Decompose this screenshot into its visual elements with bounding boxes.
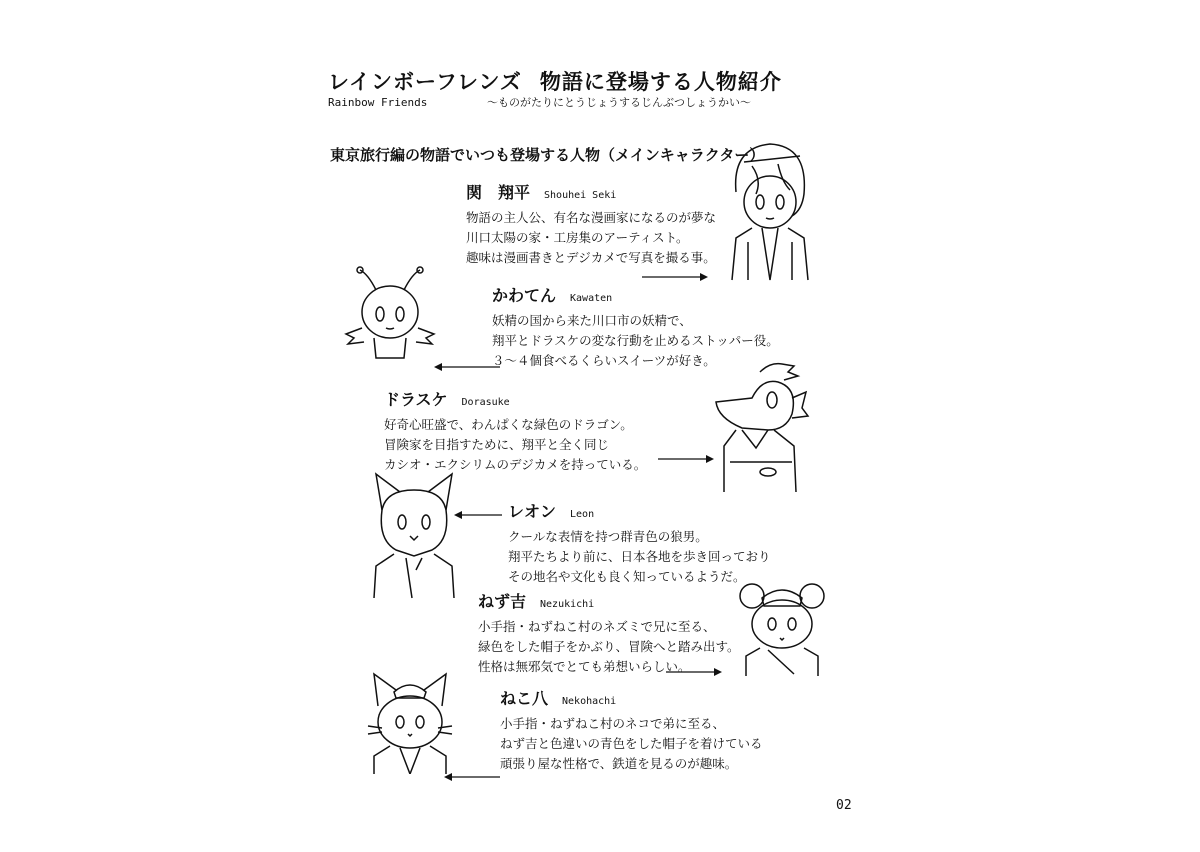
description-line: 冒険家を目指すために、翔平と全く同じ	[384, 437, 610, 452]
page-title	[328, 66, 782, 96]
character-entry-leon	[508, 499, 771, 587]
arrow-left-icon	[432, 360, 502, 374]
description-line: 好奇心旺盛で、わんぱくな緑色のドラゴン。	[384, 417, 633, 432]
title-main: 物語に登場する人物紹介	[539, 70, 782, 94]
character-entry-nekohachi	[500, 686, 763, 774]
subtitle-english: Rainbow Friends	[328, 96, 428, 109]
arrow-right-icon	[664, 665, 724, 679]
character-romaji: Nekohachi	[562, 696, 617, 707]
description-line: 川口太陽の家・工房集のアーティスト。	[466, 230, 689, 245]
title-series-name: レインボーフレンズ	[328, 70, 522, 94]
character-entry-dorasuke	[384, 387, 646, 475]
description-line: 翔平とドラスケの変な行動を止めるストッパー役。	[492, 333, 779, 348]
description-line: 小手指・ねずねこ村のネズミで兄に至る、	[478, 619, 716, 634]
description-line: 翔平たちより前に、日本各地を歩き回っており	[508, 549, 771, 564]
description-line: カシオ・エクシリムのデジカメを持っている。	[384, 457, 647, 472]
description-line: 物語の主人公、有名な漫画家になるのが夢な	[466, 210, 717, 225]
description-line: ３～４個食べるくらいスイーツが好き。	[492, 353, 716, 368]
description-line: 緑色をした帽子をかぶり、冒険へと踏み出す。	[478, 639, 740, 654]
page-number: 02	[836, 798, 852, 813]
character-name: レオン	[508, 502, 557, 521]
character-description	[466, 208, 716, 268]
character-romaji: Kawaten	[570, 293, 613, 304]
arrow-right-icon	[656, 452, 716, 466]
shouhei-portrait-icon	[722, 132, 818, 282]
character-romaji: Shouhei Seki	[544, 190, 617, 201]
character-description	[508, 527, 771, 587]
description-line: 趣味は漫画書きとデジカメで写真を撮る事。	[466, 250, 716, 265]
nekohachi-portrait-icon	[362, 670, 458, 774]
character-name: 関 翔平	[466, 183, 531, 202]
dorasuke-portrait-icon	[712, 358, 812, 498]
description-line: クールな表情を持つ群青色の狼男。	[508, 529, 708, 544]
character-romaji: Leon	[570, 509, 595, 520]
kawaten-portrait-icon	[340, 262, 440, 362]
character-romaji: Nezukichi	[540, 599, 595, 610]
description-line: その地名や文化も良く知っているようだ。	[508, 569, 746, 584]
description-line: 頑張り屋な性格で、鉄道を見るのが趣味。	[500, 756, 738, 771]
character-name: かわてん	[492, 286, 557, 305]
description-line: ねず吉と色違いの青色をした帽子を着けている	[500, 736, 763, 751]
character-name: ねず吉	[478, 592, 527, 611]
subtitle-reading: ～ものがたりにとうじょうするじんぶつしょうかい～	[487, 96, 751, 109]
description-line: 小手指・ねずねこ村のネコで弟に至る、	[500, 716, 726, 731]
description-line: 性格は無邪気でとても弟想いらしい。	[478, 659, 691, 674]
character-name: ねこ八	[500, 689, 549, 708]
nezukichi-portrait-icon	[734, 578, 830, 678]
character-entry-shouhei	[466, 180, 716, 268]
character-romaji: Dorasuke	[461, 397, 510, 408]
leon-portrait-icon	[366, 470, 462, 600]
section-heading: 東京旅行編の物語でいつも登場する人物（メインキャラクター）	[330, 146, 765, 164]
character-entry-nezukichi	[478, 589, 740, 677]
character-description	[384, 415, 646, 475]
description-line: 妖精の国から来た川口市の妖精で、	[492, 313, 692, 328]
character-description	[500, 714, 763, 774]
arrow-right-icon	[640, 270, 710, 284]
character-name: ドラスケ	[384, 390, 448, 409]
